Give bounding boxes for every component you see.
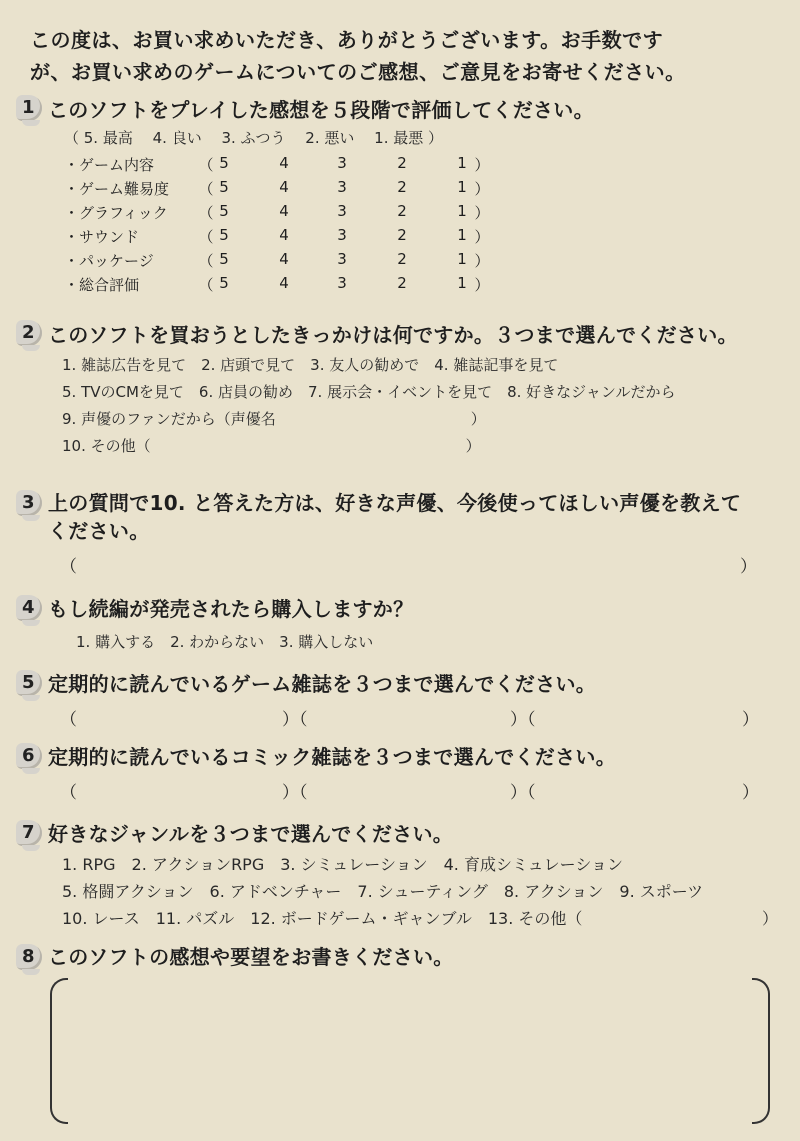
rating-1[interactable]: 1	[457, 154, 467, 172]
paren-open: （	[198, 276, 214, 294]
intro-line-1: この度は、お買い求めいただき、ありがとうございます。お手数です	[30, 28, 664, 52]
question-7-number: 7	[16, 820, 42, 846]
question-5-title: 定期的に読んでいるゲーム雑誌を３つまで選んでください。	[48, 672, 597, 696]
rating-5[interactable]: 5	[219, 226, 229, 244]
paren-close: ）	[474, 180, 490, 198]
rating-4[interactable]: 4	[279, 274, 289, 292]
rating-2[interactable]: 2	[397, 202, 407, 220]
rating-row-label: ・サウンド	[64, 228, 140, 246]
genre-options-line[interactable]: 1. RPG 2. アクションRPG 3. シミュレーション 4. 育成シミュレーション	[62, 855, 624, 874]
rating-3[interactable]: 3	[337, 226, 347, 244]
question-6-title: 定期的に読んでいるコミック雑誌を３つまで選んでください。	[48, 745, 616, 769]
question-7-title: 好きなジャンルを３つまで選んでください。	[48, 822, 454, 846]
paren-close: ）	[474, 228, 490, 246]
rating-5[interactable]: 5	[219, 274, 229, 292]
rating-4[interactable]: 4	[279, 250, 289, 268]
paren-close: ）	[474, 252, 490, 270]
paren-open: （	[198, 252, 214, 270]
game-magazine-field[interactable]: ）（	[282, 710, 308, 730]
rating-3[interactable]: 3	[337, 202, 347, 220]
rating-4[interactable]: 4	[279, 226, 289, 244]
other-reason-field[interactable]: 10. その他（ ）	[62, 437, 481, 455]
rating-row-label: ・ゲーム難易度	[64, 180, 170, 198]
question-2-title: このソフトを買おうとしたきっかけは何ですか。３つまで選んでください。	[48, 323, 738, 347]
question-4-number: 4	[16, 595, 42, 621]
rating-4[interactable]: 4	[279, 202, 289, 220]
question-1-number: 1	[16, 95, 42, 121]
rating-row-label: ・グラフィック	[64, 204, 168, 222]
paren-close: ）	[474, 156, 490, 174]
voice-actor-field-close[interactable]: ）	[740, 557, 757, 577]
paren-open: （	[198, 180, 214, 198]
rating-scale-legend: （ 5. 最高 4. 良い 3. ふつう 2. 悪い 1. 最悪 ）	[64, 129, 444, 147]
rating-5[interactable]: 5	[219, 202, 229, 220]
rating-5[interactable]: 5	[219, 154, 229, 172]
other-genre-field-close[interactable]: ）	[762, 909, 779, 928]
rating-1[interactable]: 1	[457, 274, 467, 292]
rating-5[interactable]: 5	[219, 178, 229, 196]
rating-4[interactable]: 4	[279, 178, 289, 196]
paren-open: （	[198, 156, 214, 174]
rating-3[interactable]: 3	[337, 274, 347, 292]
comments-bracket-right	[752, 978, 770, 1124]
comic-magazine-field[interactable]: ）（	[510, 783, 536, 803]
rating-row-label: ・ゲーム内容	[64, 156, 155, 174]
paren-close: ）	[474, 204, 490, 222]
comic-magazine-field-end[interactable]: ）	[742, 783, 759, 803]
game-magazine-field[interactable]: ）（	[510, 710, 536, 730]
rating-3[interactable]: 3	[337, 178, 347, 196]
rating-2[interactable]: 2	[397, 274, 407, 292]
question-2-number: 2	[16, 320, 42, 346]
question-5-number: 5	[16, 670, 42, 696]
question-3-title: 上の質問で10. と答えた方は、好きな声優、今後使ってほしい声優を教えて	[48, 491, 742, 515]
genre-options-line[interactable]: 5. 格闘アクション 6. アドベンチャー 7. シューティング 8. アクション 9. スポーツ	[62, 882, 704, 901]
genre-options-line[interactable]: 10. レース 11. パズル 12. ボードゲーム・ギャンブル 13. その他（	[62, 909, 583, 928]
question-2-options-line[interactable]: 5. TVのCMを見て 6. 店員の勧め 7. 展示会・イベントを見て 8. 好きなジャンルだから	[62, 383, 676, 401]
rating-3[interactable]: 3	[337, 250, 347, 268]
rating-1[interactable]: 1	[457, 178, 467, 196]
voice-actor-name-field[interactable]: 9. 声優のファンだから（声優名 ）	[62, 410, 486, 428]
comments-textarea[interactable]	[50, 978, 770, 1126]
game-magazine-field[interactable]: （	[60, 710, 77, 730]
rating-2[interactable]: 2	[397, 154, 407, 172]
rating-5[interactable]: 5	[219, 250, 229, 268]
paren-open: （	[198, 204, 214, 222]
question-2-options-line[interactable]: 1. 雑誌広告を見て 2. 店頭で見て 3. 友人の勧めで 4. 雑誌記事を見て	[62, 356, 559, 374]
paren-open: （	[198, 228, 214, 246]
rating-4[interactable]: 4	[279, 154, 289, 172]
paren-close: ）	[474, 276, 490, 294]
sequel-purchase-options[interactable]: 1. 購入する 2. わからない 3. 購入しない	[76, 633, 374, 651]
rating-1[interactable]: 1	[457, 226, 467, 244]
rating-2[interactable]: 2	[397, 226, 407, 244]
question-6-number: 6	[16, 743, 42, 769]
rating-1[interactable]: 1	[457, 250, 467, 268]
rating-row-label: ・総合評価	[64, 276, 140, 294]
question-3-number: 3	[16, 490, 42, 516]
game-magazine-field-end[interactable]: ）	[742, 710, 759, 730]
comic-magazine-field[interactable]: （	[60, 783, 77, 803]
voice-actor-field-open[interactable]: （	[60, 557, 77, 577]
rating-row-label: ・パッケージ	[64, 252, 154, 270]
question-3-title-cont: ください。	[48, 519, 150, 543]
rating-2[interactable]: 2	[397, 178, 407, 196]
question-4-title: もし続編が発売されたら購入しますか？	[48, 597, 414, 621]
question-1-title: このソフトをプレイした感想を５段階で評価してください。	[48, 98, 594, 122]
rating-1[interactable]: 1	[457, 202, 467, 220]
question-8-number: 8	[16, 944, 42, 970]
intro-line-2: が、お買い求めのゲームについてのご感想、ご意見をお寄せください。	[30, 60, 686, 84]
comments-bracket-left	[50, 978, 68, 1124]
comic-magazine-field[interactable]: ）（	[282, 783, 308, 803]
question-8-title: このソフトの感想や要望をお書きください。	[48, 945, 454, 969]
rating-2[interactable]: 2	[397, 250, 407, 268]
rating-3[interactable]: 3	[337, 154, 347, 172]
